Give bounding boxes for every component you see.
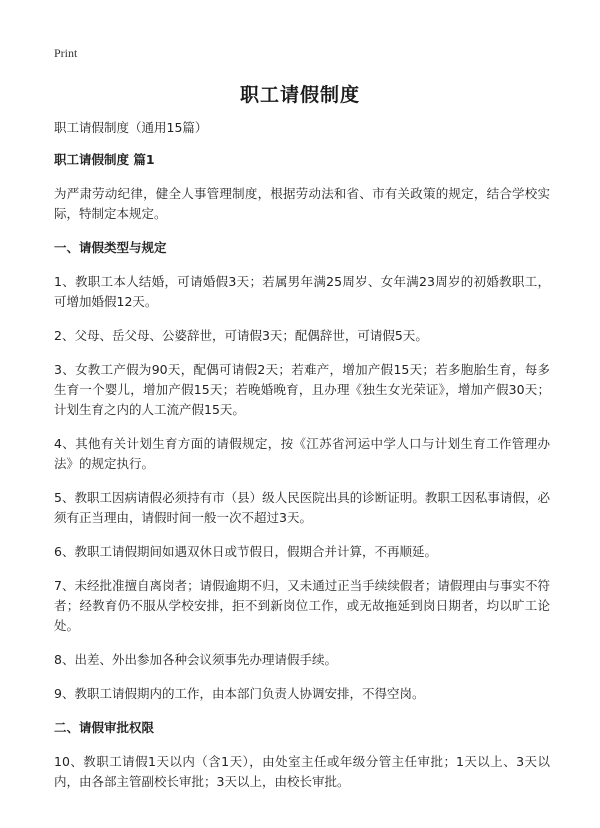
list-item: 9、教职工请假期内的工作，由本部门负责人协调安排，不得空岗。 xyxy=(54,686,425,701)
list-item: 6、教职工请假期间如遇双休日或节假日，假期合并计算，不再顺延。 xyxy=(54,544,437,559)
list-item: 2、父母、岳父母、公婆辞世，可请假3天；配偶辞世，可请假5天。 xyxy=(54,328,428,343)
part-heading: 职工请假制度 篇1 xyxy=(54,152,155,167)
list-item: 7、未经批准擅自离岗者；请假逾期不归，又未通过正当手续续假者；请假理由与事实不符者；经教育仍不服从学校安排，拒不到新岗位工作，或无故拖延到岗日期者，均以旷工论处。 xyxy=(54,578,550,633)
section-heading-leave-types: 一、请假类型与规定 xyxy=(54,240,167,255)
document-subtitle: 职工请假制度（通用15篇） xyxy=(54,120,208,135)
list-item: 8、出差、外出参加各种会议须事先办理请假手续。 xyxy=(54,652,337,667)
list-item: 4、其他有关计划生育方面的请假规定，按《江苏省河运中学人口与计划生育工作管理办法》的规定执行。 xyxy=(54,436,550,471)
print-link[interactable]: Print xyxy=(54,46,78,60)
list-item: 10、教职工请假1天以内（含1天），由处室主任或年级分管主任审批；1天以上、3天以内，由各部主管副校长审批；3天以上，由校长审批。 xyxy=(54,754,550,789)
page-title: 职工请假制度 xyxy=(239,84,360,106)
list-item: 3、女教工产假为90天，配偶可请假2天；若难产，增加产假15天；若多胞胎生育，每多生育一个婴儿，增加产假15天；若晚婚晚育，且办理《独生女光荣证》，增加产假30天；计划生育之内的人工流产假15天。 xyxy=(54,362,550,417)
list-item: 5、教职工因病请假必须持有市（县）级人民医院出具的诊断证明。教职工因私事请假，必须有正当理由，请假时间一般一次不超过3天。 xyxy=(54,490,550,525)
document-body xyxy=(54,118,550,806)
section-heading-approval: 二、请假审批权限 xyxy=(54,720,155,735)
intro-paragraph: 为严肃劳动纪律，健全人事管理制度，根据劳动法和省、市有关政策的规定，结合学校实际，特制定本规定。 xyxy=(54,186,550,221)
list-item: 1、教职工本人结婚，可请婚假3天；若属男年满25周岁、女年满23周岁的初婚教职工，可增加婚假12天。 xyxy=(54,274,550,309)
